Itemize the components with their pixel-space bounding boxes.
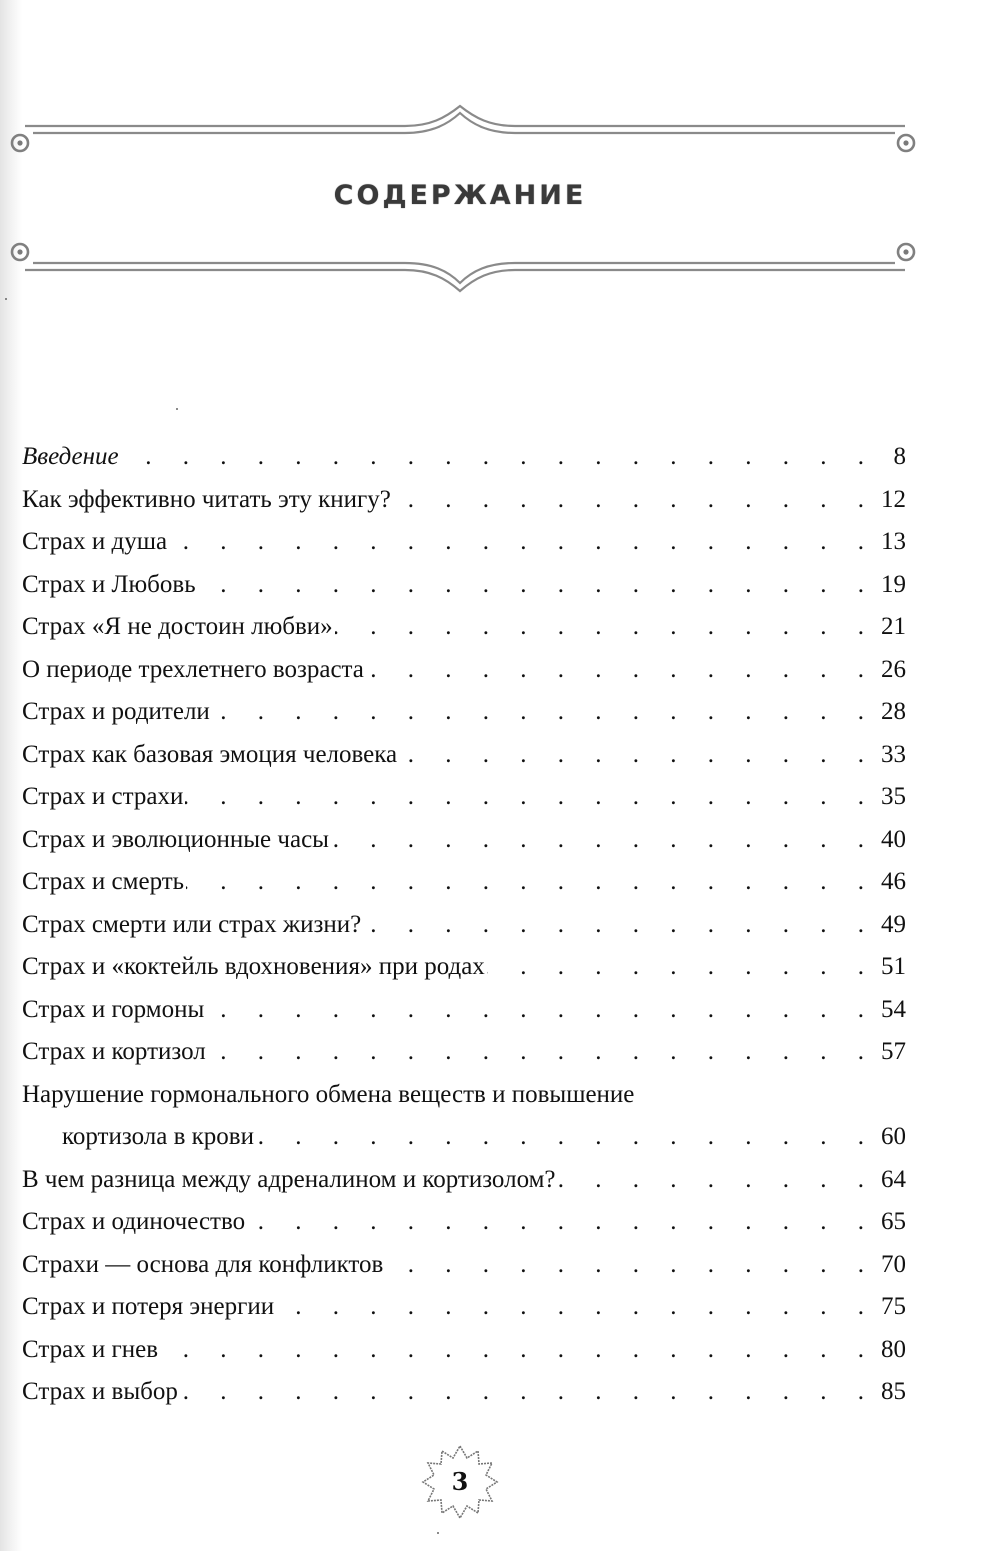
toc-entry[interactable] — [22, 1244, 906, 1287]
toc-entry-page: 75 — [881, 1293, 906, 1320]
toc-entry-page: 40 — [881, 825, 906, 853]
toc-entry-page: 49 — [881, 910, 906, 938]
toc-entry-page: 26 — [881, 655, 906, 683]
dot-leader — [169, 521, 864, 564]
toc-entry-label: Страх «Я не достоин любви» — [22, 606, 335, 649]
toc-entry[interactable] — [22, 861, 906, 904]
bottom-frame-ornament-icon — [0, 235, 1000, 305]
toc-entry-label: Страх и «коктейль вдохновения» при родах — [22, 946, 487, 989]
toc-entry-page: 57 — [881, 1038, 906, 1065]
top-frame-ornament-icon — [0, 95, 1000, 165]
dot-leader — [121, 436, 864, 479]
toc-entry[interactable] — [22, 564, 906, 607]
dot-leader — [185, 776, 864, 819]
toc-entry[interactable] — [22, 989, 906, 1032]
toc-entry-label: Страх и эволюционные часы — [22, 819, 331, 862]
toc-entry-label: Нарушение гормонального обмена веществ и повышение — [22, 1074, 636, 1117]
toc-entry-page: 13 — [881, 528, 906, 555]
scan-speck — [5, 298, 7, 300]
toc-entry-page: 46 — [881, 868, 906, 895]
page-number-badge — [420, 1442, 500, 1522]
dot-leader — [276, 1286, 864, 1329]
toc-entry-page: 21 — [881, 613, 906, 640]
toc-entry-page: 70 — [881, 1250, 906, 1278]
toc-entry[interactable] — [22, 1159, 906, 1202]
page-title: СОДЕРЖАНИЕ — [333, 180, 587, 211]
top-ornament-frame — [0, 95, 1000, 165]
toc-entry-label: В чем разница между адреналином и кортизолом? — [22, 1159, 558, 1202]
toc-entry-label: Страх и одиночество — [22, 1201, 247, 1244]
toc-entry-label: Как эффективно читать эту книгу? — [22, 479, 393, 522]
toc-entry-continuation[interactable] — [22, 1116, 906, 1159]
toc-entry-page: 64 — [881, 1165, 906, 1193]
toc-entry-page: 85 — [881, 1378, 906, 1405]
toc-entry[interactable] — [22, 649, 906, 692]
toc-entry[interactable] — [22, 776, 906, 819]
table-of-contents — [22, 436, 906, 1414]
dot-leader — [393, 479, 864, 522]
toc-entry-page: 12 — [881, 485, 906, 513]
toc-entry-page: 60 — [881, 1123, 906, 1150]
toc-entry[interactable] — [22, 734, 906, 777]
toc-entry-label: Страх и потеря энергии — [22, 1286, 276, 1329]
toc-entry[interactable] — [22, 1371, 906, 1414]
toc-entry-label: Страхи — основа для конфликтов — [22, 1244, 385, 1287]
toc-entry-page: 8 — [893, 443, 906, 470]
toc-entry-page: 65 — [881, 1208, 906, 1235]
toc-entry-label: Страх и смерть — [22, 861, 186, 904]
dot-leader — [331, 819, 864, 862]
toc-entry[interactable] — [22, 1031, 906, 1074]
dot-leader — [212, 691, 864, 734]
scan-speck — [176, 408, 178, 410]
toc-entry-page: 28 — [881, 698, 906, 725]
dot-leader — [487, 946, 864, 989]
toc-entry[interactable] — [22, 521, 906, 564]
page-number: 3 — [451, 1467, 469, 1496]
toc-entry-label: Введение — [22, 436, 121, 479]
dot-leader — [247, 1201, 864, 1244]
toc-entry[interactable] — [22, 904, 906, 947]
toc-entry-page: 33 — [881, 740, 906, 768]
toc-entry[interactable] — [22, 1201, 906, 1244]
bottom-ornament-frame — [0, 235, 1000, 305]
toc-entry-label: Страх и страхи — [22, 776, 185, 819]
dot-leader — [180, 1371, 864, 1414]
toc-entry-page: 19 — [881, 570, 906, 598]
dot-leader — [335, 606, 864, 649]
dot-leader — [399, 734, 864, 777]
toc-entry-label: Страх и душа — [22, 521, 169, 564]
toc-entry-label-continuation: кортизола в крови — [22, 1116, 256, 1159]
dot-leader — [206, 989, 864, 1032]
toc-entry-label: Страх смерти или страх жизни? — [22, 904, 363, 947]
toc-entry-page: 80 — [881, 1335, 906, 1363]
page-edge-shadow — [0, 0, 22, 1551]
dot-leader — [186, 861, 864, 904]
scan-speck — [437, 1532, 439, 1534]
toc-entry-page: 54 — [881, 995, 906, 1023]
toc-entry-label: О периоде трехлетнего возраста — [22, 649, 366, 692]
toc-entry[interactable] — [22, 691, 906, 734]
toc-entry[interactable] — [22, 479, 906, 522]
dot-leader — [363, 904, 864, 947]
dot-leader — [558, 1159, 864, 1202]
dot-leader — [208, 1031, 864, 1074]
toc-entry-page: 51 — [881, 953, 906, 980]
toc-entry-label: Страх и выбор — [22, 1371, 180, 1414]
toc-entry-label: Страх и Любовь — [22, 564, 198, 607]
dot-leader — [385, 1244, 864, 1287]
toc-entry[interactable] — [22, 1329, 906, 1372]
toc-entry-label: Страх и кортизол — [22, 1031, 208, 1074]
toc-entry-label: Страх и гормоны — [22, 989, 206, 1032]
toc-entry-introduction[interactable] — [22, 436, 906, 479]
toc-entry-multiline[interactable] — [22, 1074, 906, 1117]
toc-entry-label: Страх и гнев — [22, 1329, 160, 1372]
dot-leader — [366, 649, 864, 692]
toc-entry[interactable] — [22, 1286, 906, 1329]
dot-leader — [198, 564, 864, 607]
dot-leader — [256, 1116, 864, 1159]
toc-entry-label: Страх и родители — [22, 691, 212, 734]
toc-entry[interactable] — [22, 606, 906, 649]
toc-entry-label: Страх как базовая эмоция человека — [22, 734, 399, 777]
toc-entry[interactable] — [22, 819, 906, 862]
dot-leader — [160, 1329, 864, 1372]
toc-entry[interactable] — [22, 946, 906, 989]
toc-entry-page: 35 — [881, 783, 906, 810]
